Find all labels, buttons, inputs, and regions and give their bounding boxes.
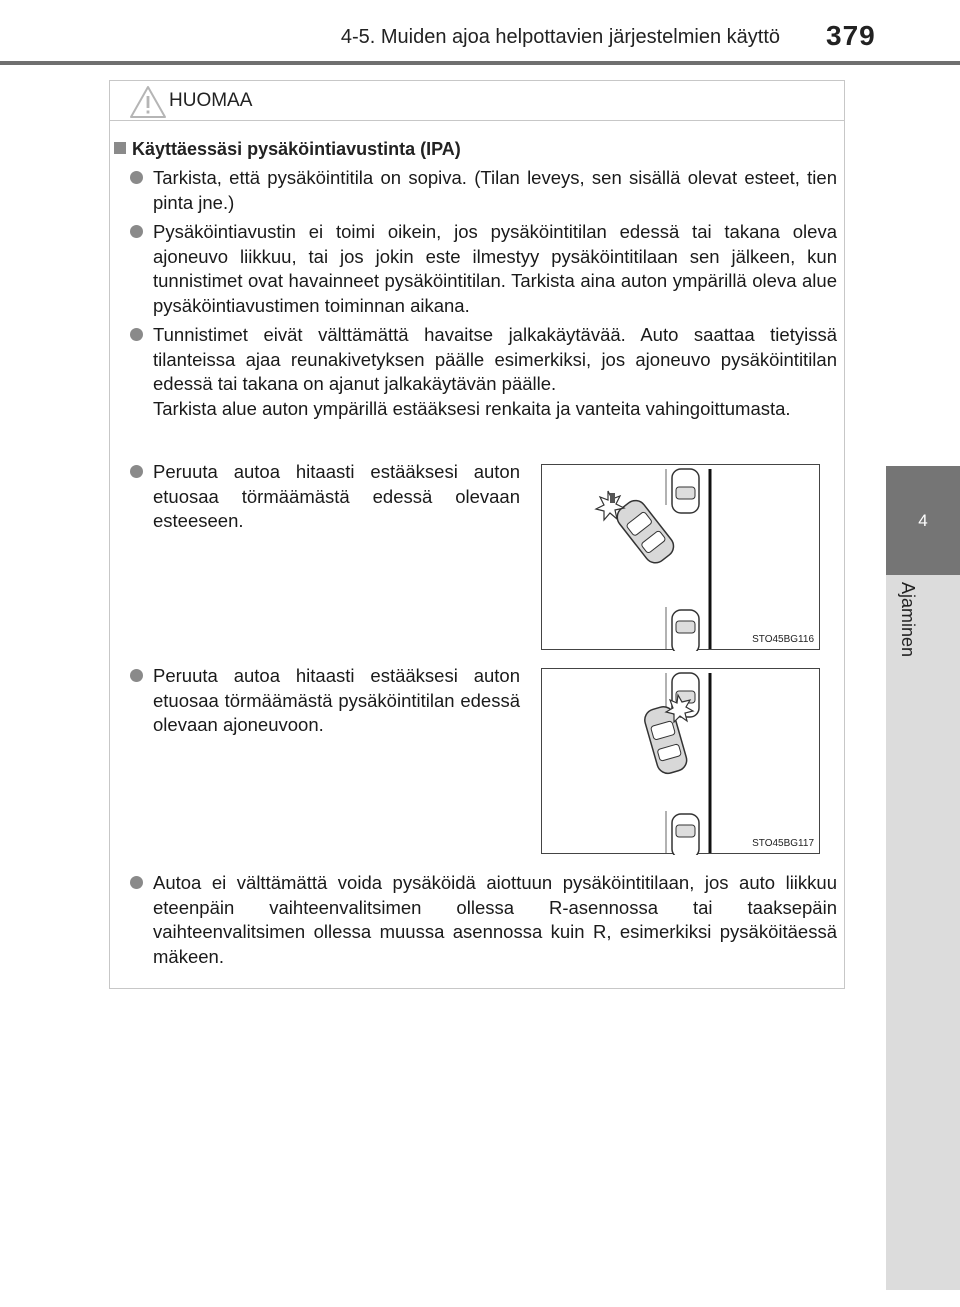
bullet-text: Tunnistimet eivät välttämättä havaitse jalkakäytävää. Auto saattaa tietyissä tilanteissa ajaa reunakivetyksen päälle esimerkiksi, jos ajoneuvo pysäköintitilan edessä tai takana on ajanut jalkakäytävän päälle. bbox=[153, 324, 837, 394]
bullet-dot-icon bbox=[130, 328, 143, 341]
figure-code: STO45BG117 bbox=[752, 838, 814, 849]
bullet-text-continued: Tarkista alue auton ympärillä estääksesi renkaita ja vanteita vahingoittumasta. bbox=[153, 397, 791, 419]
bullet-text: Pysäköintiavustin ei toimi oikein, jos pysäköintitilan edessä tai takana oleva ajoneuvo liikkuu, tai jos jokin este ilmestyy pysäköintitilaan sen jälkeen, kun tunnistimet ovat havainneet pysäköintitilan. Tarkista aina auton ympärillä oleva alue pysäköintiavustimen toiminnan aikana. bbox=[153, 221, 837, 316]
page-number: 379 bbox=[826, 20, 876, 51]
bullet-dot-icon bbox=[130, 876, 143, 889]
chapter-number: 4 bbox=[918, 510, 928, 530]
list-item bbox=[130, 166, 837, 215]
notice-header bbox=[110, 81, 844, 121]
list-item bbox=[130, 871, 837, 969]
parking-diagram-2 bbox=[542, 669, 821, 855]
bullet-dot-icon bbox=[130, 669, 143, 682]
figure-code: STO45BG116 bbox=[752, 634, 814, 645]
parked-car-rear-icon bbox=[672, 814, 699, 855]
section-heading bbox=[114, 139, 461, 160]
notice-title: HUOMAA bbox=[169, 90, 253, 111]
list-item bbox=[130, 460, 520, 534]
chapter-label: Ajaminen bbox=[898, 582, 918, 658]
bullet-dot-icon bbox=[130, 171, 143, 184]
chapter-tab bbox=[886, 466, 960, 575]
bullet-dot-icon bbox=[130, 465, 143, 478]
bullet-text: Autoa ei välttämättä voida pysäköidä aiottuun pysäköintitilaan, jos auto liikkuu eteenpäin vaihteenvalitsimen ollessa R-asennossa tai taaksepäin vaihteenvalitsimen ollessa muussa asennossa kuin R, esimerkiksi pysäköitäessä mäkeen. bbox=[153, 872, 837, 967]
warning-triangle-icon bbox=[129, 85, 167, 119]
bullet-text: Tarkista, että pysäköintitila on sopiva. (Tilan leveys, sen sisällä olevat esteet, tien pinta jne.) bbox=[153, 167, 837, 213]
bullet-text: Peruuta autoa hitaasti estääksesi auton etuosaa törmäämästä pysäköintitilan edessä olevaan ajoneuvoon. bbox=[153, 665, 520, 735]
square-bullet-icon bbox=[114, 142, 126, 154]
parking-diagram-1 bbox=[542, 465, 821, 651]
list-item bbox=[130, 323, 837, 421]
illustration-obstacle bbox=[541, 464, 820, 650]
chapter-tab-strip bbox=[886, 575, 960, 1290]
header-rule bbox=[0, 61, 960, 65]
list-item bbox=[130, 664, 520, 738]
bullet-dot-icon bbox=[130, 225, 143, 238]
illustration-vehicle bbox=[541, 668, 820, 854]
header-title: 4-5. Muiden ajoa helpottavien järjestelmien käyttö bbox=[340, 26, 780, 48]
section-title: Käyttäessäsi pysäköintiavustinta (IPA) bbox=[132, 139, 461, 159]
parked-car-front-icon bbox=[672, 469, 699, 513]
parked-car-rear-icon bbox=[672, 610, 699, 651]
bullet-text: Peruuta autoa hitaasti estääksesi auton etuosaa törmäämästä edessä olevaan esteeseen. bbox=[153, 461, 520, 531]
list-item bbox=[130, 220, 837, 318]
